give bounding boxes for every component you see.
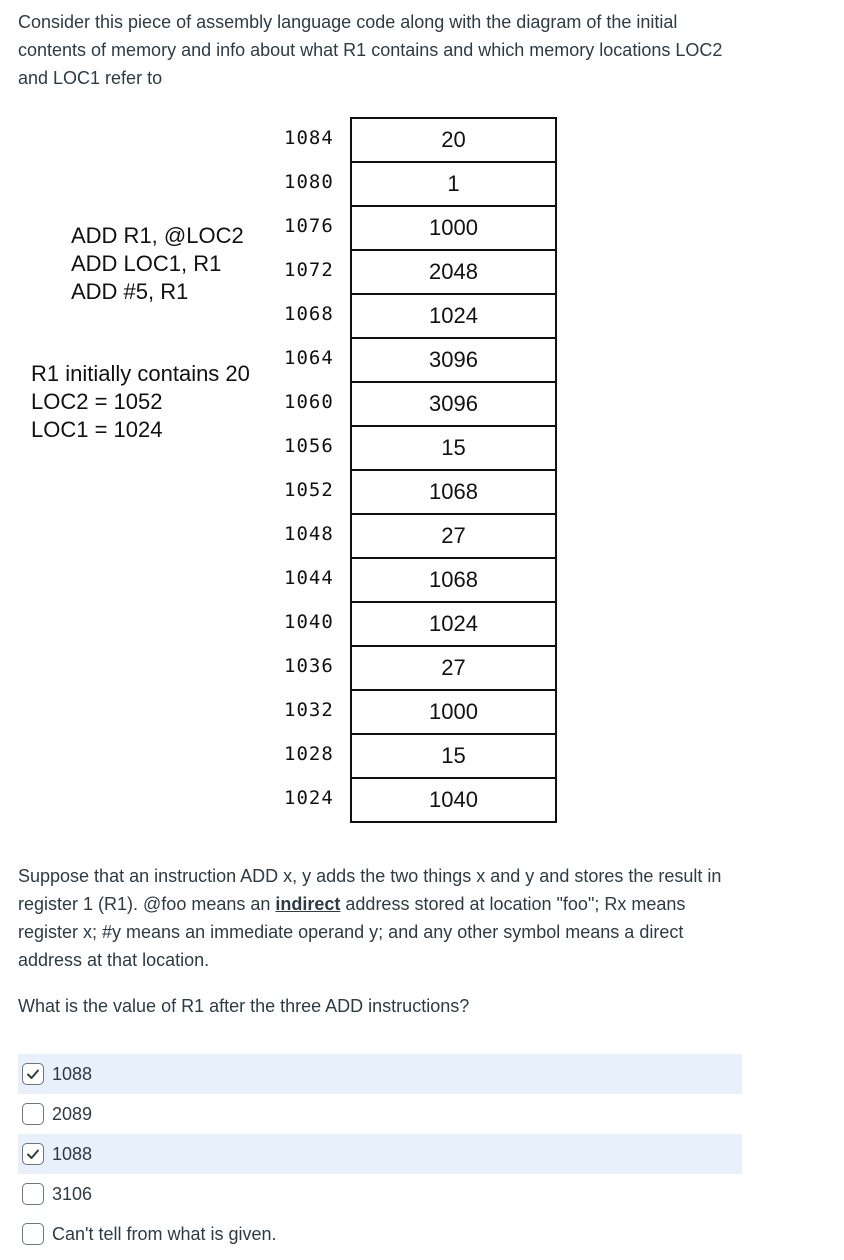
memory-address-1032: 1032: [284, 699, 334, 721]
memory-address-1036: 1036: [284, 655, 334, 677]
memory-address-1044: 1044: [284, 567, 334, 589]
checkbox-checked-icon[interactable]: [22, 1063, 44, 1085]
memory-address-1080: 1080: [284, 171, 334, 193]
memory-value-1036: 27: [352, 647, 555, 691]
answer-option-2[interactable]: [18, 1094, 742, 1134]
memory-value-1032: 1000: [352, 691, 555, 735]
code-line-1: ADD R1, @LOC2: [71, 223, 244, 248]
loc2-info: LOC2 = 1052: [31, 389, 163, 414]
memory-value-1060: 3096: [352, 383, 555, 427]
memory-address-1048: 1048: [284, 523, 334, 545]
checkbox-icon[interactable]: [22, 1183, 44, 1205]
description-part-1: Suppose that an instruction ADD x, y adds the two things x and y and stores the result in register 1 (R1). @foo means an: [18, 866, 722, 914]
memory-address-1060: 1060: [284, 391, 334, 413]
memory-address-1024: 1024: [284, 787, 334, 809]
memory-value-1048: 27: [352, 515, 555, 559]
memory-value-1080: 1: [352, 163, 555, 207]
memory-value-1056: 15: [352, 427, 555, 471]
memory-value-1024: 1040: [352, 779, 555, 823]
indirect-emphasis: indirect: [275, 894, 341, 914]
answer-label: 1088: [52, 1063, 93, 1084]
code-line-3: ADD #5, R1: [71, 279, 189, 304]
memory-address-1064: 1064: [284, 347, 334, 369]
checkbox-icon[interactable]: [22, 1223, 44, 1245]
answer-option-1[interactable]: [18, 1054, 742, 1094]
answer-option-4[interactable]: [18, 1174, 742, 1214]
memory-address-1068: 1068: [284, 303, 334, 325]
register-info: [31, 360, 250, 444]
answer-label: 2089: [52, 1103, 93, 1124]
answer-label: 3106: [52, 1183, 93, 1204]
answer-label: Can't tell from what is given.: [52, 1223, 277, 1244]
memory-address-1072: 1072: [284, 259, 334, 281]
loc1-info: LOC1 = 1024: [31, 417, 163, 442]
memory-value-1028: 15: [352, 735, 555, 779]
description-part-2: address stored at location "foo"; Rx means register x; #y means an immediate operand y; and any other symbol means a direct address at that location.: [18, 894, 686, 970]
memory-value-1044: 1068: [352, 559, 555, 603]
memory-value-1052: 1068: [352, 471, 555, 515]
assembly-code: [71, 222, 244, 306]
answer-list: [18, 1054, 742, 1254]
memory-address-1028: 1028: [284, 743, 334, 765]
description-paragraph: [18, 862, 738, 974]
memory-address-1040: 1040: [284, 611, 334, 633]
question-text: What is the value of R1 after the three ADD instructions?: [18, 996, 470, 1016]
memory-value-1072: 2048: [352, 251, 555, 295]
memory-address-1052: 1052: [284, 479, 334, 501]
intro-text: Consider this piece of assembly language code along with the diagram of the initial contents of memory and info about what R1 contains and which memory locations LOC2 and LOC1 refer to: [18, 12, 723, 88]
answer-label: 1088: [52, 1143, 93, 1164]
checkbox-checked-icon[interactable]: [22, 1143, 44, 1165]
memory-value-1040: 1024: [352, 603, 555, 647]
code-line-2: ADD LOC1, R1: [71, 251, 222, 276]
answer-option-3[interactable]: [18, 1134, 742, 1174]
memory-address-1076: 1076: [284, 215, 334, 237]
memory-value-1076: 1000: [352, 207, 555, 251]
answer-option-5[interactable]: [18, 1214, 742, 1254]
memory-value-1064: 3096: [352, 339, 555, 383]
checkbox-icon[interactable]: [22, 1103, 44, 1125]
memory-value-1068: 1024: [352, 295, 555, 339]
memory-address-1084: 1084: [284, 127, 334, 149]
memory-address-1056: 1056: [284, 435, 334, 457]
memory-value-1084: 20: [352, 119, 555, 163]
memory-table: [350, 117, 557, 823]
register-r1-info: R1 initially contains 20: [31, 361, 250, 386]
